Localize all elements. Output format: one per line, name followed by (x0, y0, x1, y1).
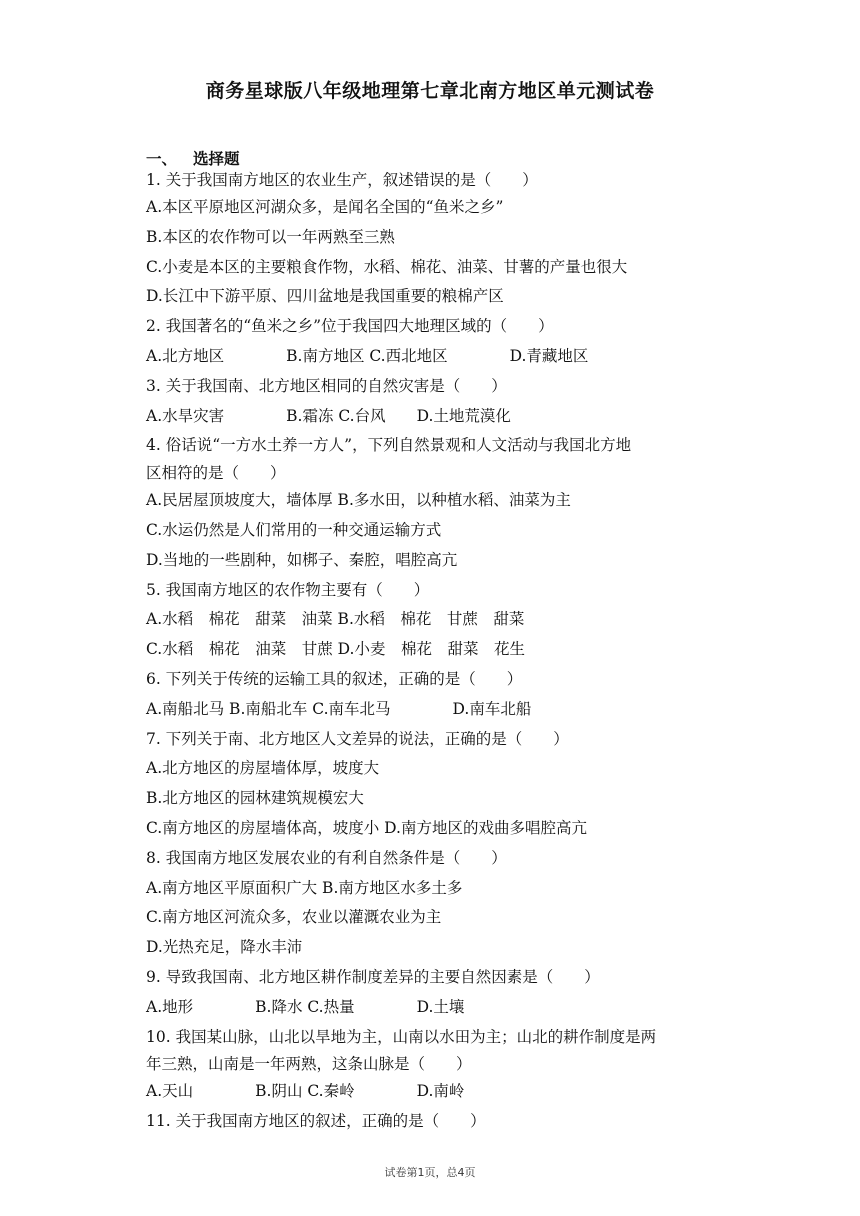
question-7-option-b: B.北方地区的园林建筑规模宏大 (146, 789, 364, 808)
question-4-stem: 4. 俗话说“一方水土养一方人”，下列自然景观和人文活动与我国北方地 (146, 436, 632, 455)
question-1-stem: 1. 关于我国南方地区的农业生产，叙述错误的是（ ） (146, 171, 538, 189)
question-8-option-d: D.光热充足，降水丰沛 (146, 938, 303, 957)
question-4-stem-cont: 区相符的是（ ） (146, 464, 286, 483)
question-3-stem: 3. 关于我国南、北方地区相同的自然灾害是（ ） (146, 376, 507, 395)
question-10-stem: 10. 我国某山脉，山北以旱地为主，山南以水田为主；山北的耕作制度是两 (146, 1027, 657, 1046)
question-4-option-d: D.当地的一些剧种，如梆子、秦腔，唱腔高亢 (146, 550, 458, 569)
question-5-options-ab: A.水稻 棉花 甜菜 油菜 B.水稻 棉花 甘蔗 甜菜 (146, 610, 525, 629)
question-11-stem: 11. 关于我国南方地区的叙述，正确的是（ ） (146, 1112, 486, 1131)
section-title: 选择题 (193, 150, 240, 168)
question-1-option-d: D.长江中下游平原、四川盆地是我国重要的粮棉产区 (146, 287, 504, 306)
section-number: 一、 (146, 150, 178, 168)
question-10-options: A.天山 B.阴山 C.秦岭 D.南岭 (146, 1082, 465, 1101)
question-5-options-cd: C.水稻 棉花 油菜 甘蔗 D.小麦 棉花 甜菜 花生 (146, 640, 525, 659)
page-footer: 试卷第1页，总4页 (384, 1166, 476, 1179)
question-10-stem-cont: 年三熟，山南是一年两熟，这条山脉是（ ） (146, 1055, 472, 1074)
question-8-option-c: C.南方地区河流众多，农业以灌溉农业为主 (146, 908, 442, 927)
question-9-options: A.地形 B.降水 C.热量 D.土壤 (146, 997, 465, 1016)
question-1-option-b: B.本区的农作物可以一年两熟至三熟 (146, 227, 395, 246)
question-3-options: A.水旱灾害 B.霜冻 C.台风 D.土地荒漠化 (146, 406, 511, 425)
question-4-option-c: C.水运仍然是人们常用的一种交通运输方式 (146, 520, 442, 539)
page-title: 商务星球版八年级地理第七章北南方地区单元测试卷 (205, 80, 655, 102)
question-8-stem: 8. 我国南方地区发展农业的有利自然条件是（ ） (146, 848, 507, 867)
question-1-option-a: A.本区平原地区河湖众多，是闻名全国的“鱼米之乡” (146, 198, 504, 216)
question-1-option-c: C.小麦是本区的主要粮食作物，水稻、棉花、油菜、甘薯的产量也很大 (146, 257, 628, 276)
question-4-options-ab: A.民居屋顶坡度大，墙体厚 B.多水田，以种植水稻、油菜为主 (146, 491, 571, 510)
question-2-options: A.北方地区 B.南方地区 C.西北地区 D.青藏地区 (146, 346, 589, 365)
question-2-stem: 2. 我国著名的“鱼米之乡”位于我国四大地理区域的（ ） (146, 317, 554, 336)
question-5-stem: 5. 我国南方地区的农作物主要有（ ） (146, 580, 430, 599)
question-7-option-a: A.北方地区的房屋墙体厚，坡度大 (146, 759, 380, 778)
section-heading (146, 147, 240, 169)
question-9-stem: 9. 导致我国南、北方地区耕作制度差异的主要自然因素是（ ） (146, 967, 600, 986)
question-6-stem: 6. 下列关于传统的运输工具的叙述，正确的是（ ） (146, 669, 523, 688)
question-6-options: A.南船北马 B.南船北车 C.南车北马 D.南车北船 (146, 699, 532, 718)
question-8-options-ab: A.南方地区平原面积广大 B.南方地区水多土多 (146, 878, 463, 897)
question-7-options-cd: C.南方地区的房屋墙体高，坡度小 D.南方地区的戏曲多唱腔高亢 (146, 818, 587, 837)
question-list (146, 168, 720, 1137)
question-7-stem: 7. 下列关于南、北方地区人文差异的说法，正确的是（ ） (146, 729, 569, 748)
